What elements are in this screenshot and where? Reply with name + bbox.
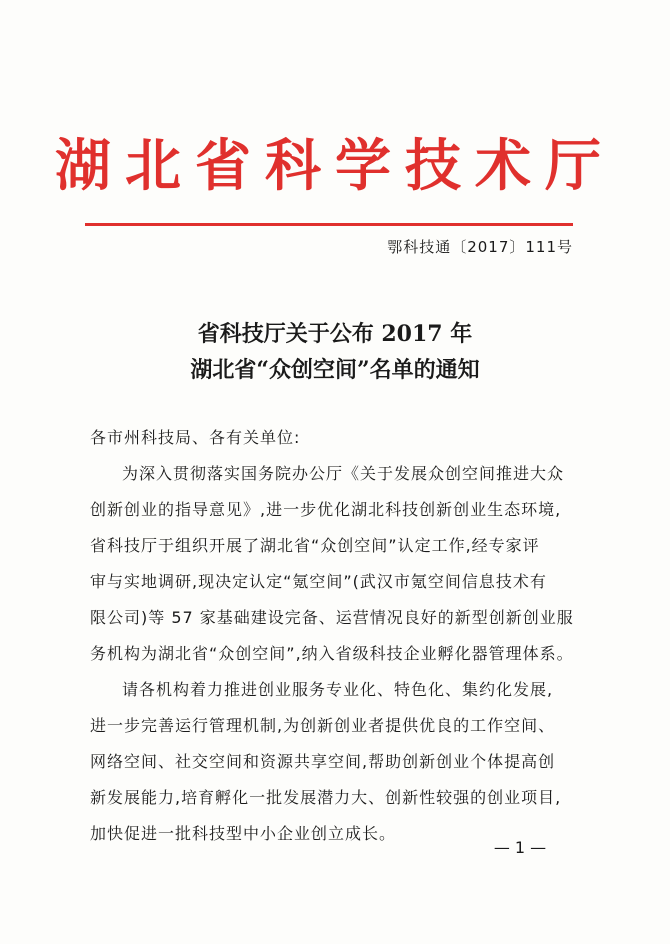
body-line: 限公司)等 57 家基础建设完备、运营情况良好的新型创新创业服: [90, 608, 574, 627]
body-line: 为深入贯彻落实国务院办公厅《关于发展众创空间推进大众: [122, 464, 565, 483]
title-line-1: 省科技厅关于公布 2017 年: [197, 321, 473, 347]
body-line: 进一步完善运行管理机制,为创新创业者提供优良的工作空间、: [90, 716, 556, 735]
body-line: 省科技厅于组织开展了湖北省“众创空间”认定工作,经专家评: [90, 536, 540, 555]
red-divider: [85, 223, 573, 226]
body-line: 创新创业的指导意见》,进一步优化湖北科技创新创业生态环境,: [90, 500, 562, 519]
page-number: — 1 —: [493, 838, 547, 857]
document-title: [0, 316, 670, 388]
body-line: 审与实地调研,现决定认定“氪空间”(武汉市氪空间信息技术有: [90, 572, 547, 591]
body-line: 新发展能力,培育孵化一批发展潜力大、创新性较强的创业项目,: [90, 788, 562, 807]
issuer-header: 湖北省科学技术厅: [55, 133, 615, 199]
body-line: 加快促进一批科技型中小企业创立成长。: [90, 824, 397, 843]
title-line-2: 湖北省“众创空间”名单的通知: [190, 357, 480, 383]
document-body: [90, 420, 574, 852]
body-line: 网络空间、社交空间和资源共享空间,帮助创新创业个体提高创: [90, 752, 556, 771]
salutation: 各市州科技局、各有关单位:: [90, 428, 301, 447]
document-number: 鄂科技通〔2017〕111号: [387, 238, 573, 256]
body-line: 请各机构着力推进创业服务专业化、特色化、集约化发展,: [122, 680, 554, 699]
body-line: 务机构为湖北省“众创空间”,纳入省级科技企业孵化器管理体系。: [90, 644, 574, 663]
